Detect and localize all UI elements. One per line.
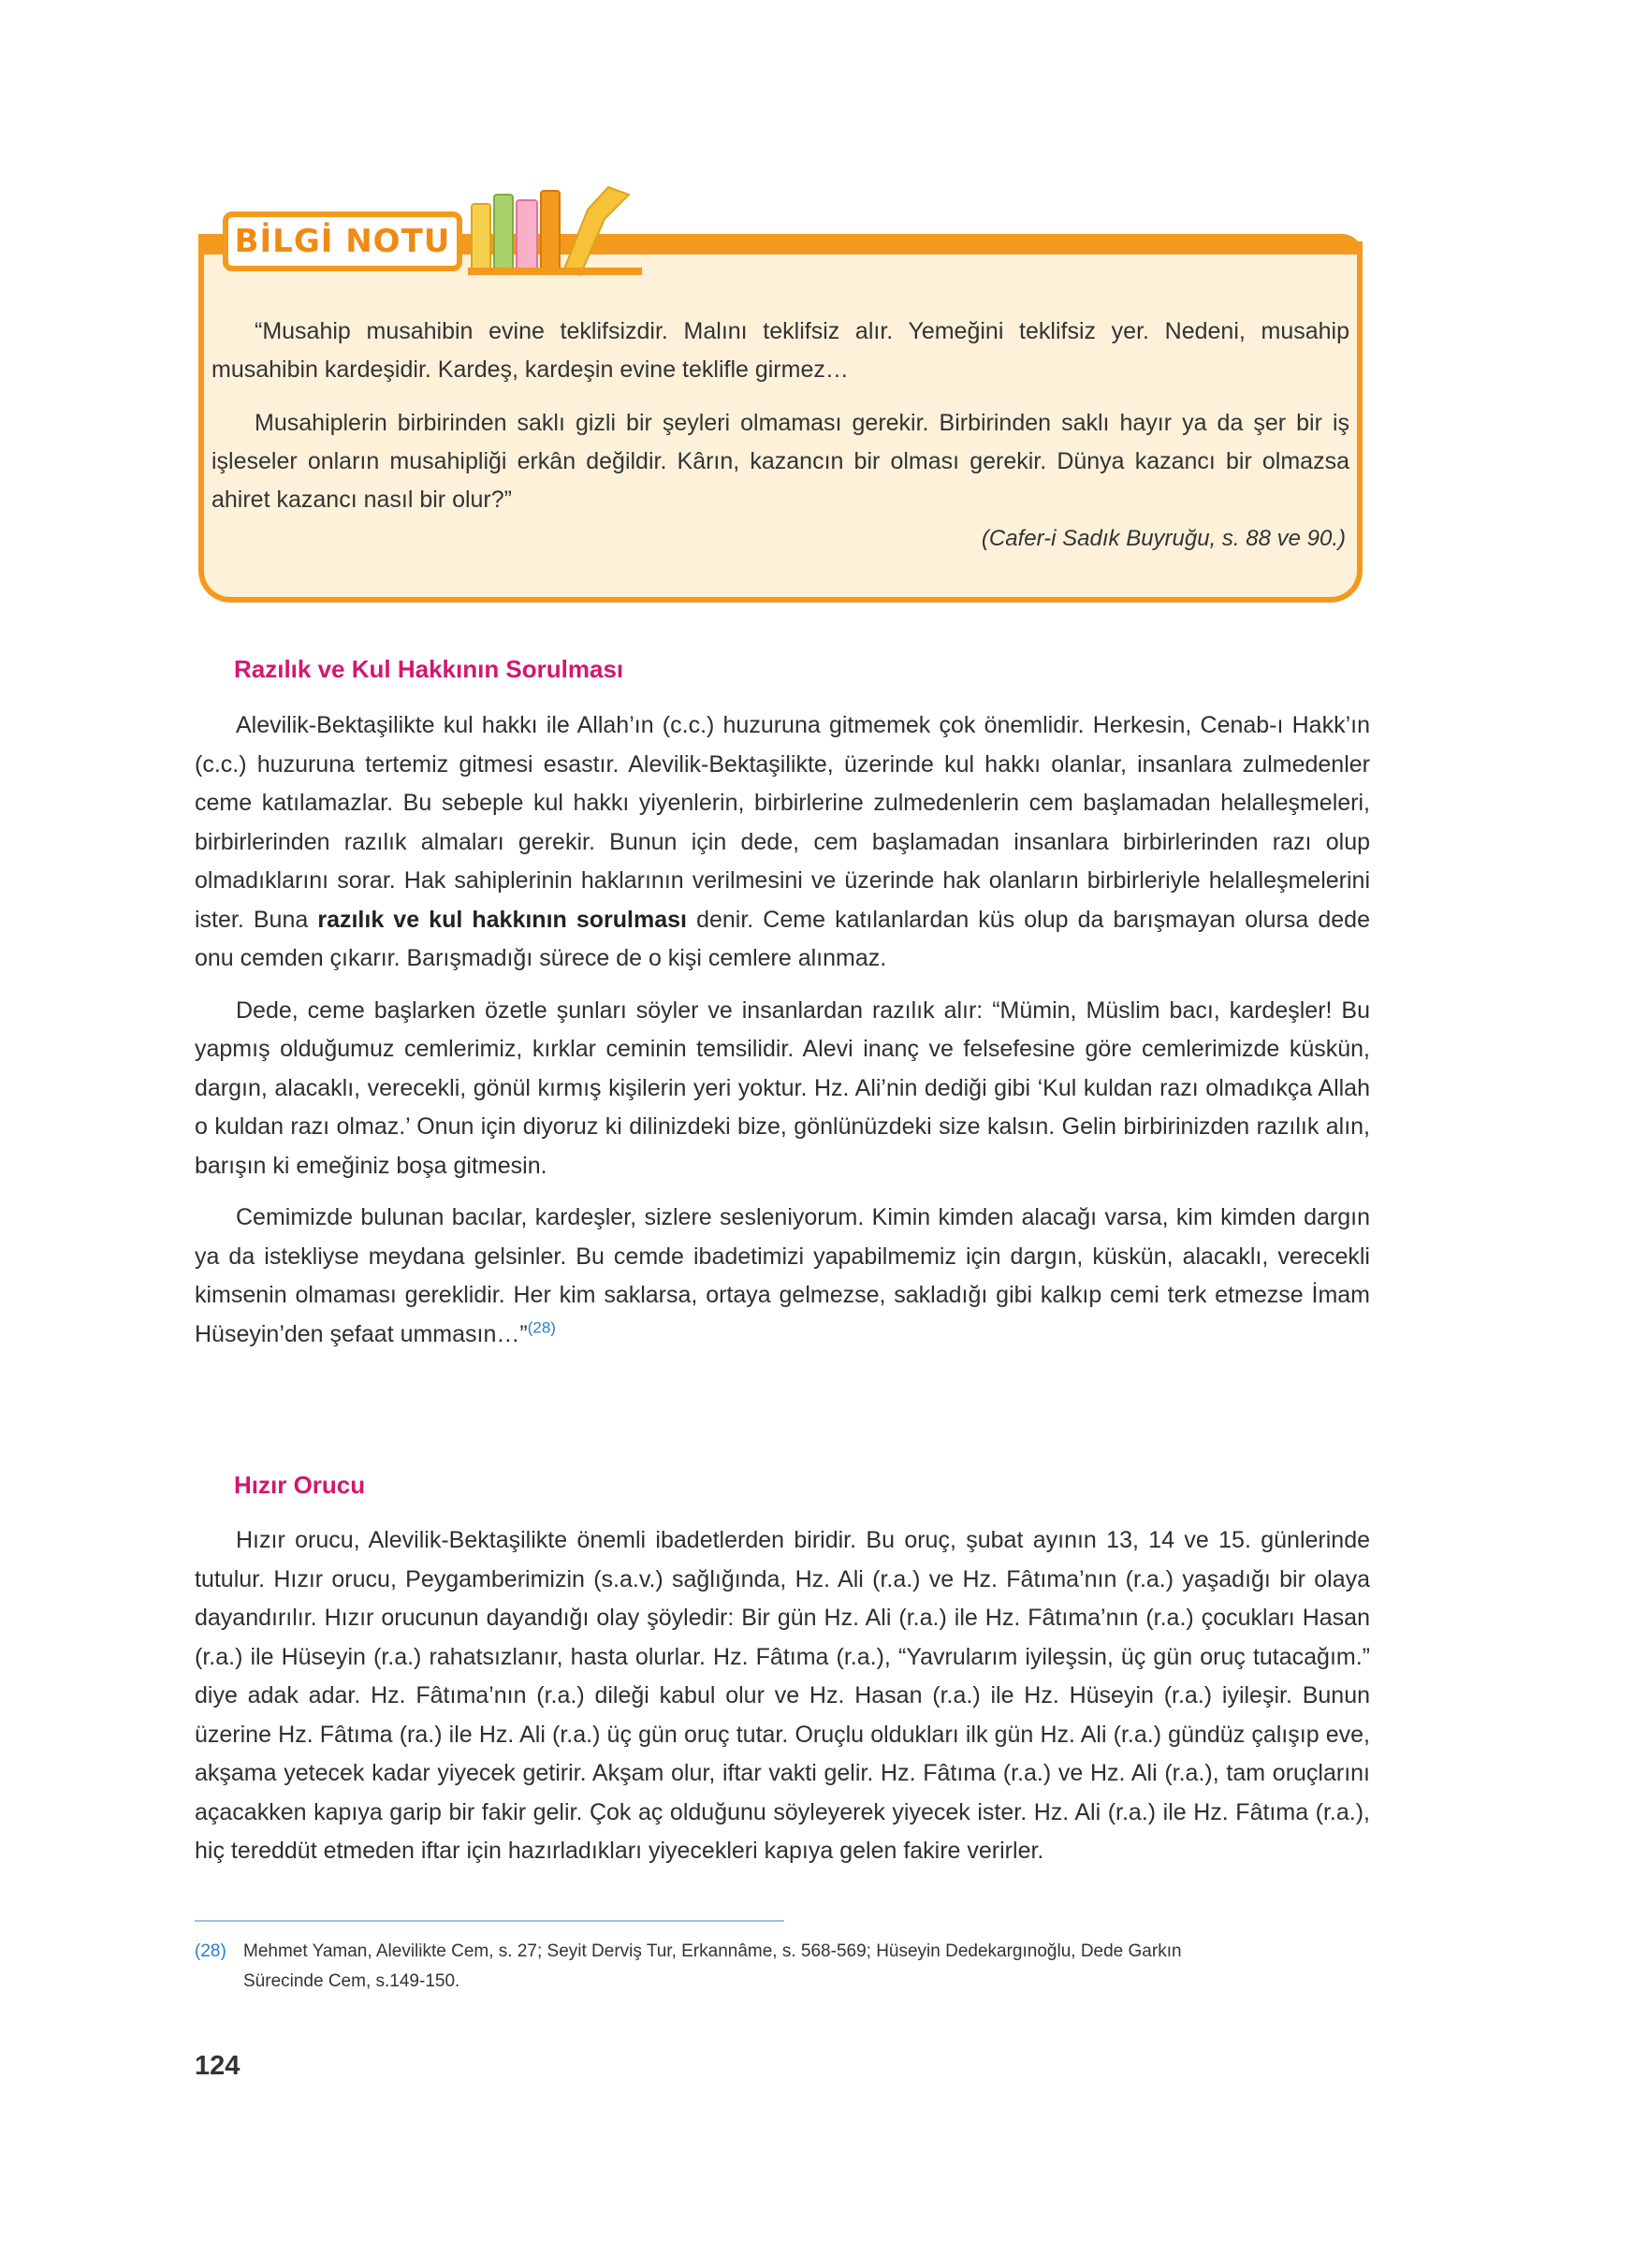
bold-term: razılık ve kul hakkının sorulması xyxy=(317,906,687,933)
footnote-number: (28) xyxy=(195,1941,226,1961)
section-title-razilik: Razılık ve Kul Hakkının Sorulması xyxy=(234,655,624,683)
section-body-razilik xyxy=(195,706,1370,1367)
info-note-paragraph-1: “Musahip musahibin evine teklifsizdir. Malını teklifsiz alır. Yemeğini teklifsiz yer. Nedeni, musahip musahibin kardeşidir. Kardeş, kardeşin evine teklifle girmez… xyxy=(211,318,1349,383)
paragraph: Hızır orucu, Alevilik-Bektaşilikte önemli ibadetlerden biridir. Bu oruç, şubat ayının 13, 14 ve 15. günlerinde tutulur. Hızır orucu, Peygamberimizin (s.a.v.) sağlığında, Hz. Ali (r.a.) ve Hz. Fâtıma’nın (r.a.) yaşadığı bir olaya dayandırılır. Hızır orucunun dayandığı olay şöyledir: Bir gün Hz. Ali (r.a.) ile Hz. Fâtıma’nın (r.a.) çocukları Hasan (r.a.) ile Hüseyin (r.a.) rahatsızlanır, hasta olurlar. Hz. Fâtıma (r.a.), “Yavrularım iyileşsin, üç gün oruç tutacağım.” diye adak adar. Hz. Fâtıma’nın (r.a.) dileği kabul olur ve Hz. Hasan (r.a.) ile Hz. Hüseyin (r.a.) iyileşir. Bunun üzerine Hz. Fâtıma (ra.) ile Hz. Ali (r.a.) üç gün oruç tutar. Oruçlu oldukları ilk gün Hz. Ali (r.a.) gündüz çalışıp eve, akşama yetecek kadar yiyecek getirir. Akşam olur, iftar vakti gelir. Hz. Fâtıma (r.a.) ve Hz. Ali (r.a.), tam oruçlarını açacakken kapıya garip bir fakir gelir. Çok aç olduğunu söyleyerek yiyecek ister. Hz. Ali (r.a.) ile Hz. Fâtıma (r.a.), hiç tereddüt etmeden iftar için hazırladıkları yiyecekleri kapıya gelen fakire verirler. xyxy=(195,1527,1370,1864)
footnote-text-line-1: Mehmet Yaman, Alevilikte Cem, s. 27; Seyit Derviş Tur, Erkannâme, s. 568-569; Hüseyin Dedekargınoğlu, Dede Garkın xyxy=(243,1941,1182,1961)
section-body-hizir-orucu xyxy=(195,1521,1370,1884)
footnote-divider xyxy=(195,1920,784,1922)
paragraph xyxy=(195,1199,1370,1354)
page-number: 124 xyxy=(195,2051,241,2081)
info-note-source: (Cafer-i Sadık Buyruğu, s. 88 ve 90.) xyxy=(981,526,1346,551)
footnote xyxy=(195,1937,1370,1997)
footnote-reference[interactable]: (28) xyxy=(527,1318,556,1337)
books-icon xyxy=(468,183,646,277)
paragraph-text: Alevilik-Bektaşilikte kul hakkı ile Allah’ın (c.c.) huzuruna gitmemek çok önemlidir. Herkesin, Cenab-ı Hakk’ın (c.c.) huzuruna tertemiz gitmesi esastır. Alevilik-Bektaşilikte, üzerinde kul hakkı olanlar, insanlara zulmedenler ceme katılamazlar. Bu sebeple kul hakkı yiyenlerin, birbirlerine zulmedenlerin cem başlamadan helalleşmeleri, birbirlerinden razılık almaları gerekir. Bunun için dede, cem başlamadan insanlara birbirlerinden razı olup olmadıklarını sorar. Hak sahiplerinin haklarının verilmesini ve üzerinde hak olanların birbirleriyle helalleşmelerini ister. Buna xyxy=(195,712,1370,933)
section-title-hizir-orucu: Hızır Orucu xyxy=(234,1471,366,1499)
paragraph-text: Cemimizde bulunan bacılar, kardeşler, sizlere sesleniyorum. Kimin kimden alacağı varsa, kim kimden dargın ya da istekliyse meydana gelsinler. Bu cemde ibadetimizi yapabilmemiz için dargın, küskün, alacaklı, verecekli kimsenin olmaması gereklidir. Her kim saklarsa, ortaya gelmezse, sakladığı gibi kalkıp cemi terk etmezse İmam Hüseyin’den şefaat ummasın…” xyxy=(195,1204,1370,1347)
paragraph-text: denir. Ceme katılanlardan küs olup da barışmayan olursa dede onu cemden çıkarır. Barışmadığı sürece de o kişi cemlere alınmaz. xyxy=(195,906,1370,971)
paragraph: Dede, ceme başlarken özetle şunları söyler ve insanlardan razılık alır: “Mümin, Müslim bacı, kardeşler! Bu yapmış olduğumuz cemlerimiz, kırklar ceminin temsilidir. Alevi inanç ve felsefesine göre cemlerimizde küskün, dargın, alacaklı, verecekli, gönül kırmış kişilerin yeri yoktur. Hz. Ali’nin dediği gibi ‘Kul kuldan razı olmadıkça Allah o kuldan razı olmaz.’ Onun için diyoruz ki dilinizdeki bize, gönlünüzdeki size kalsın. Gelin birbirinizden razılık alın, barışın ki emeğiniz boşa gitmesin. xyxy=(195,996,1370,1179)
footnote-text-line-2: Sürecinde Cem, s.149-150. xyxy=(243,1971,460,1991)
info-note-text xyxy=(211,313,1349,534)
paragraph xyxy=(195,706,1370,979)
info-note-label: BİLGİ NOTU xyxy=(223,211,462,271)
info-note-paragraph-2: Musahiplerin birbirinden saklı gizli bir şeyleri olmaması gerekir. Birbirinden saklı hayır ya da şer bir iş işleseler onların musahipliği erkân değildir. Kârın, kazancın bir olması gerekir. Dünya kazancı bir olmazsa ahiret kazancı nasıl bir olur?” xyxy=(211,410,1349,513)
